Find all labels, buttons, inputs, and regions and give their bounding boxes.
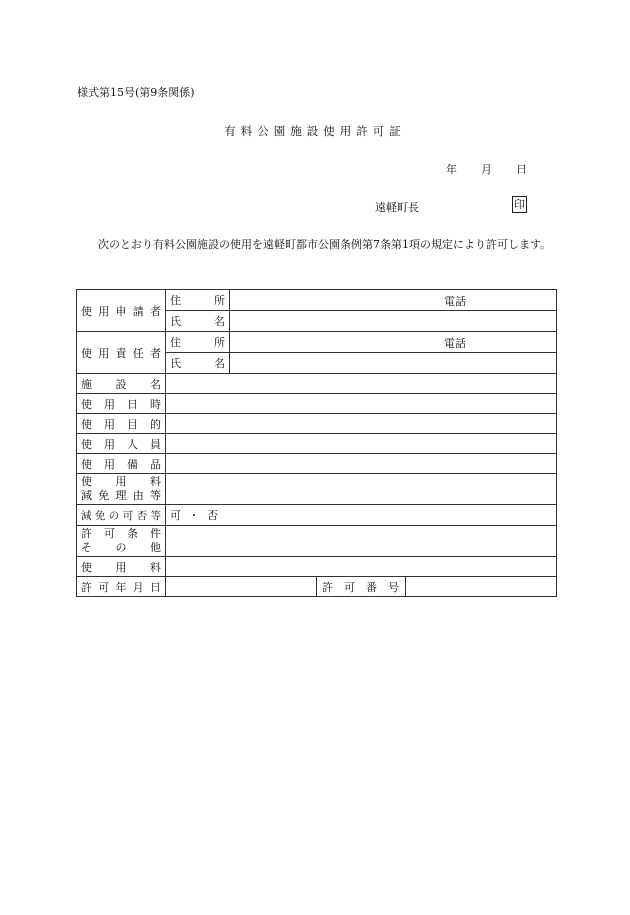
usage-datetime-field[interactable]: [166, 394, 557, 414]
equipment-field[interactable]: [166, 454, 557, 474]
document-title: 有料公園施設使用許可証: [224, 124, 406, 138]
date-day-label: 日: [516, 163, 527, 176]
applicant-label: 使用申請者: [77, 290, 166, 332]
intro-paragraph: 次のとおり有料公園施設の使用を遠軽町都市公園条例第7条第1項の規定により許可します。: [98, 238, 552, 251]
applicant-address-label: 住所: [166, 290, 230, 311]
purpose-label: 使用目的: [77, 414, 166, 434]
applicant-phone-label: 電話: [444, 295, 466, 308]
facility-name-label: 施設名: [77, 374, 166, 394]
date-year-label: 年: [446, 163, 457, 176]
table-row: [77, 577, 557, 597]
responsible-phone-label: 電話: [444, 337, 466, 350]
table-row: [77, 374, 557, 394]
table-row: [77, 394, 557, 414]
table-row: [77, 526, 557, 557]
responsible-label: 使用責任者: [77, 332, 166, 374]
table-row: [77, 414, 557, 434]
table-row: [77, 332, 557, 353]
usage-fee-field[interactable]: [166, 557, 557, 577]
responsible-name-field[interactable]: [230, 353, 557, 374]
conditions-label: 許可条件 その他: [77, 526, 166, 557]
headcount-label: 使用人員: [77, 434, 166, 454]
permit-form-table: [76, 289, 557, 597]
table-row: [77, 557, 557, 577]
conditions-field[interactable]: [166, 526, 557, 557]
issuer: 遠軽町長: [375, 201, 419, 214]
date-month-label: 月: [481, 163, 492, 176]
usage-fee-label: 使用料: [77, 557, 166, 577]
responsible-name-label: 氏名: [166, 353, 230, 374]
table-row: [77, 454, 557, 474]
table-row: [77, 505, 557, 526]
permit-date-label: 許可年月日: [77, 577, 166, 597]
permit-date-field[interactable]: [166, 577, 317, 597]
permit-number-field[interactable]: [406, 577, 557, 597]
table-row: [77, 474, 557, 505]
equipment-label: 使用備品: [77, 454, 166, 474]
purpose-field[interactable]: [166, 414, 557, 434]
responsible-address-field[interactable]: [230, 332, 557, 353]
usage-datetime-label: 使用日時: [77, 394, 166, 414]
headcount-field[interactable]: [166, 434, 557, 454]
applicant-name-label: 氏名: [166, 311, 230, 332]
form-number: 様式第15号(第9条関係): [77, 86, 195, 99]
fee-reduction-label: 使用料 減免理由等: [77, 474, 166, 505]
responsible-address-label: 住所: [166, 332, 230, 353]
table-row: [77, 434, 557, 454]
permit-number-label: 許可番号: [317, 577, 406, 597]
facility-name-field[interactable]: [166, 374, 557, 394]
seal-mark: 印: [514, 198, 525, 211]
reduction-approval-label: 減免の可否等: [77, 505, 166, 526]
table-row: [77, 290, 557, 311]
reduction-approval-options[interactable]: 可 ・ 否: [166, 505, 557, 526]
applicant-name-field[interactable]: [230, 311, 557, 332]
applicant-address-field[interactable]: [230, 290, 557, 311]
fee-reduction-field[interactable]: [166, 474, 557, 505]
